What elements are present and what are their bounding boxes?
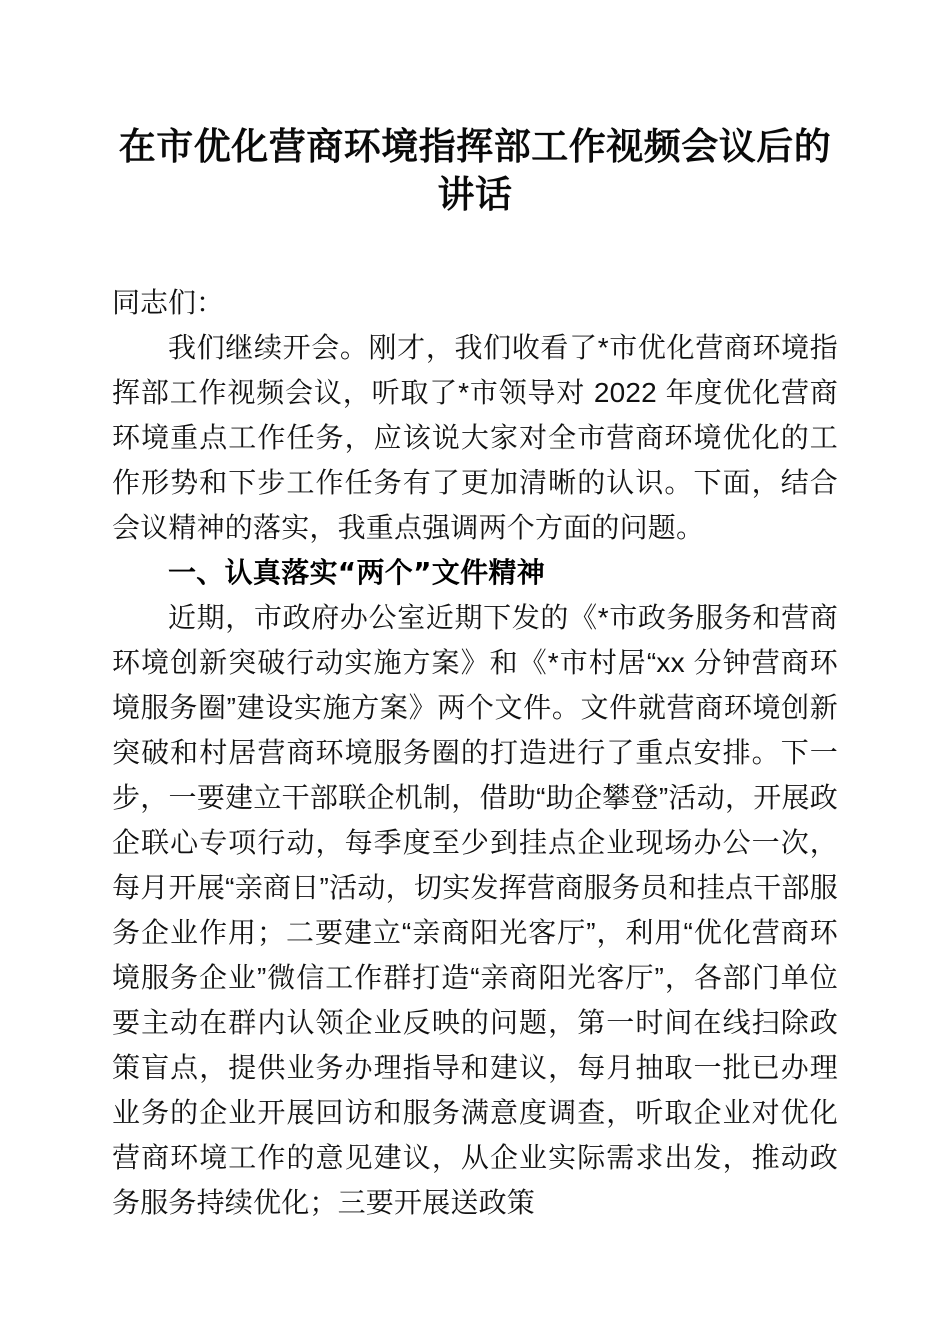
page-title: 在市优化营商环境指挥部工作视频会议后的讲话	[118, 127, 832, 216]
document-body	[112, 0, 838, 1225]
salutation: 同志们：	[112, 287, 225, 318]
paragraph-intro: 我们继续开会。刚才，我们收看了*市优化营商环境指挥部工作视频会议，听取了*市领导对 2022 年度优化营商环境重点工作任务，应该说大家对全市营商环境优化的工作形势和下步工作任务有了更加清晰的认识。下面，结合会议精神的落实，我重点强调两个方面的问题。	[112, 332, 838, 543]
paragraph-section-1-body: 近期，市政府办公室近期下发的《*市政务服务和营商环境创新突破行动实施方案》和《*市村居“xx 分钟营商环境服务圈”建设实施方案》两个文件。文件就营商环境创新突破和村居营商环境服务圈的打造进行了重点安排。下一步，一要建立干部联企机制，借助“助企攀登”活动，开展政企联心专项行动，每季度至少到挂点企业现场办公一次，每月开展“亲商日”活动，切实发挥营商服务员和挂点干部服务企业作用；二要建立“亲商阳光客厅”，利用“优化营商环境服务企业”微信工作群打造“亲商阳光客厅”，各部门单位要主动在群内认领企业反映的问题，第一时间在线扫除政策盲点，提供业务办理指导和建议，每月抽取一批已办理业务的企业开展回访和服务满意度调查，听取企业对优化营商环境工作的意见建议，从企业实际需求出发，推动政务服务持续优化；三要开展送政策	[112, 602, 838, 1218]
section-heading-1: 一、认真落实“两个”文件精神	[168, 556, 546, 589]
